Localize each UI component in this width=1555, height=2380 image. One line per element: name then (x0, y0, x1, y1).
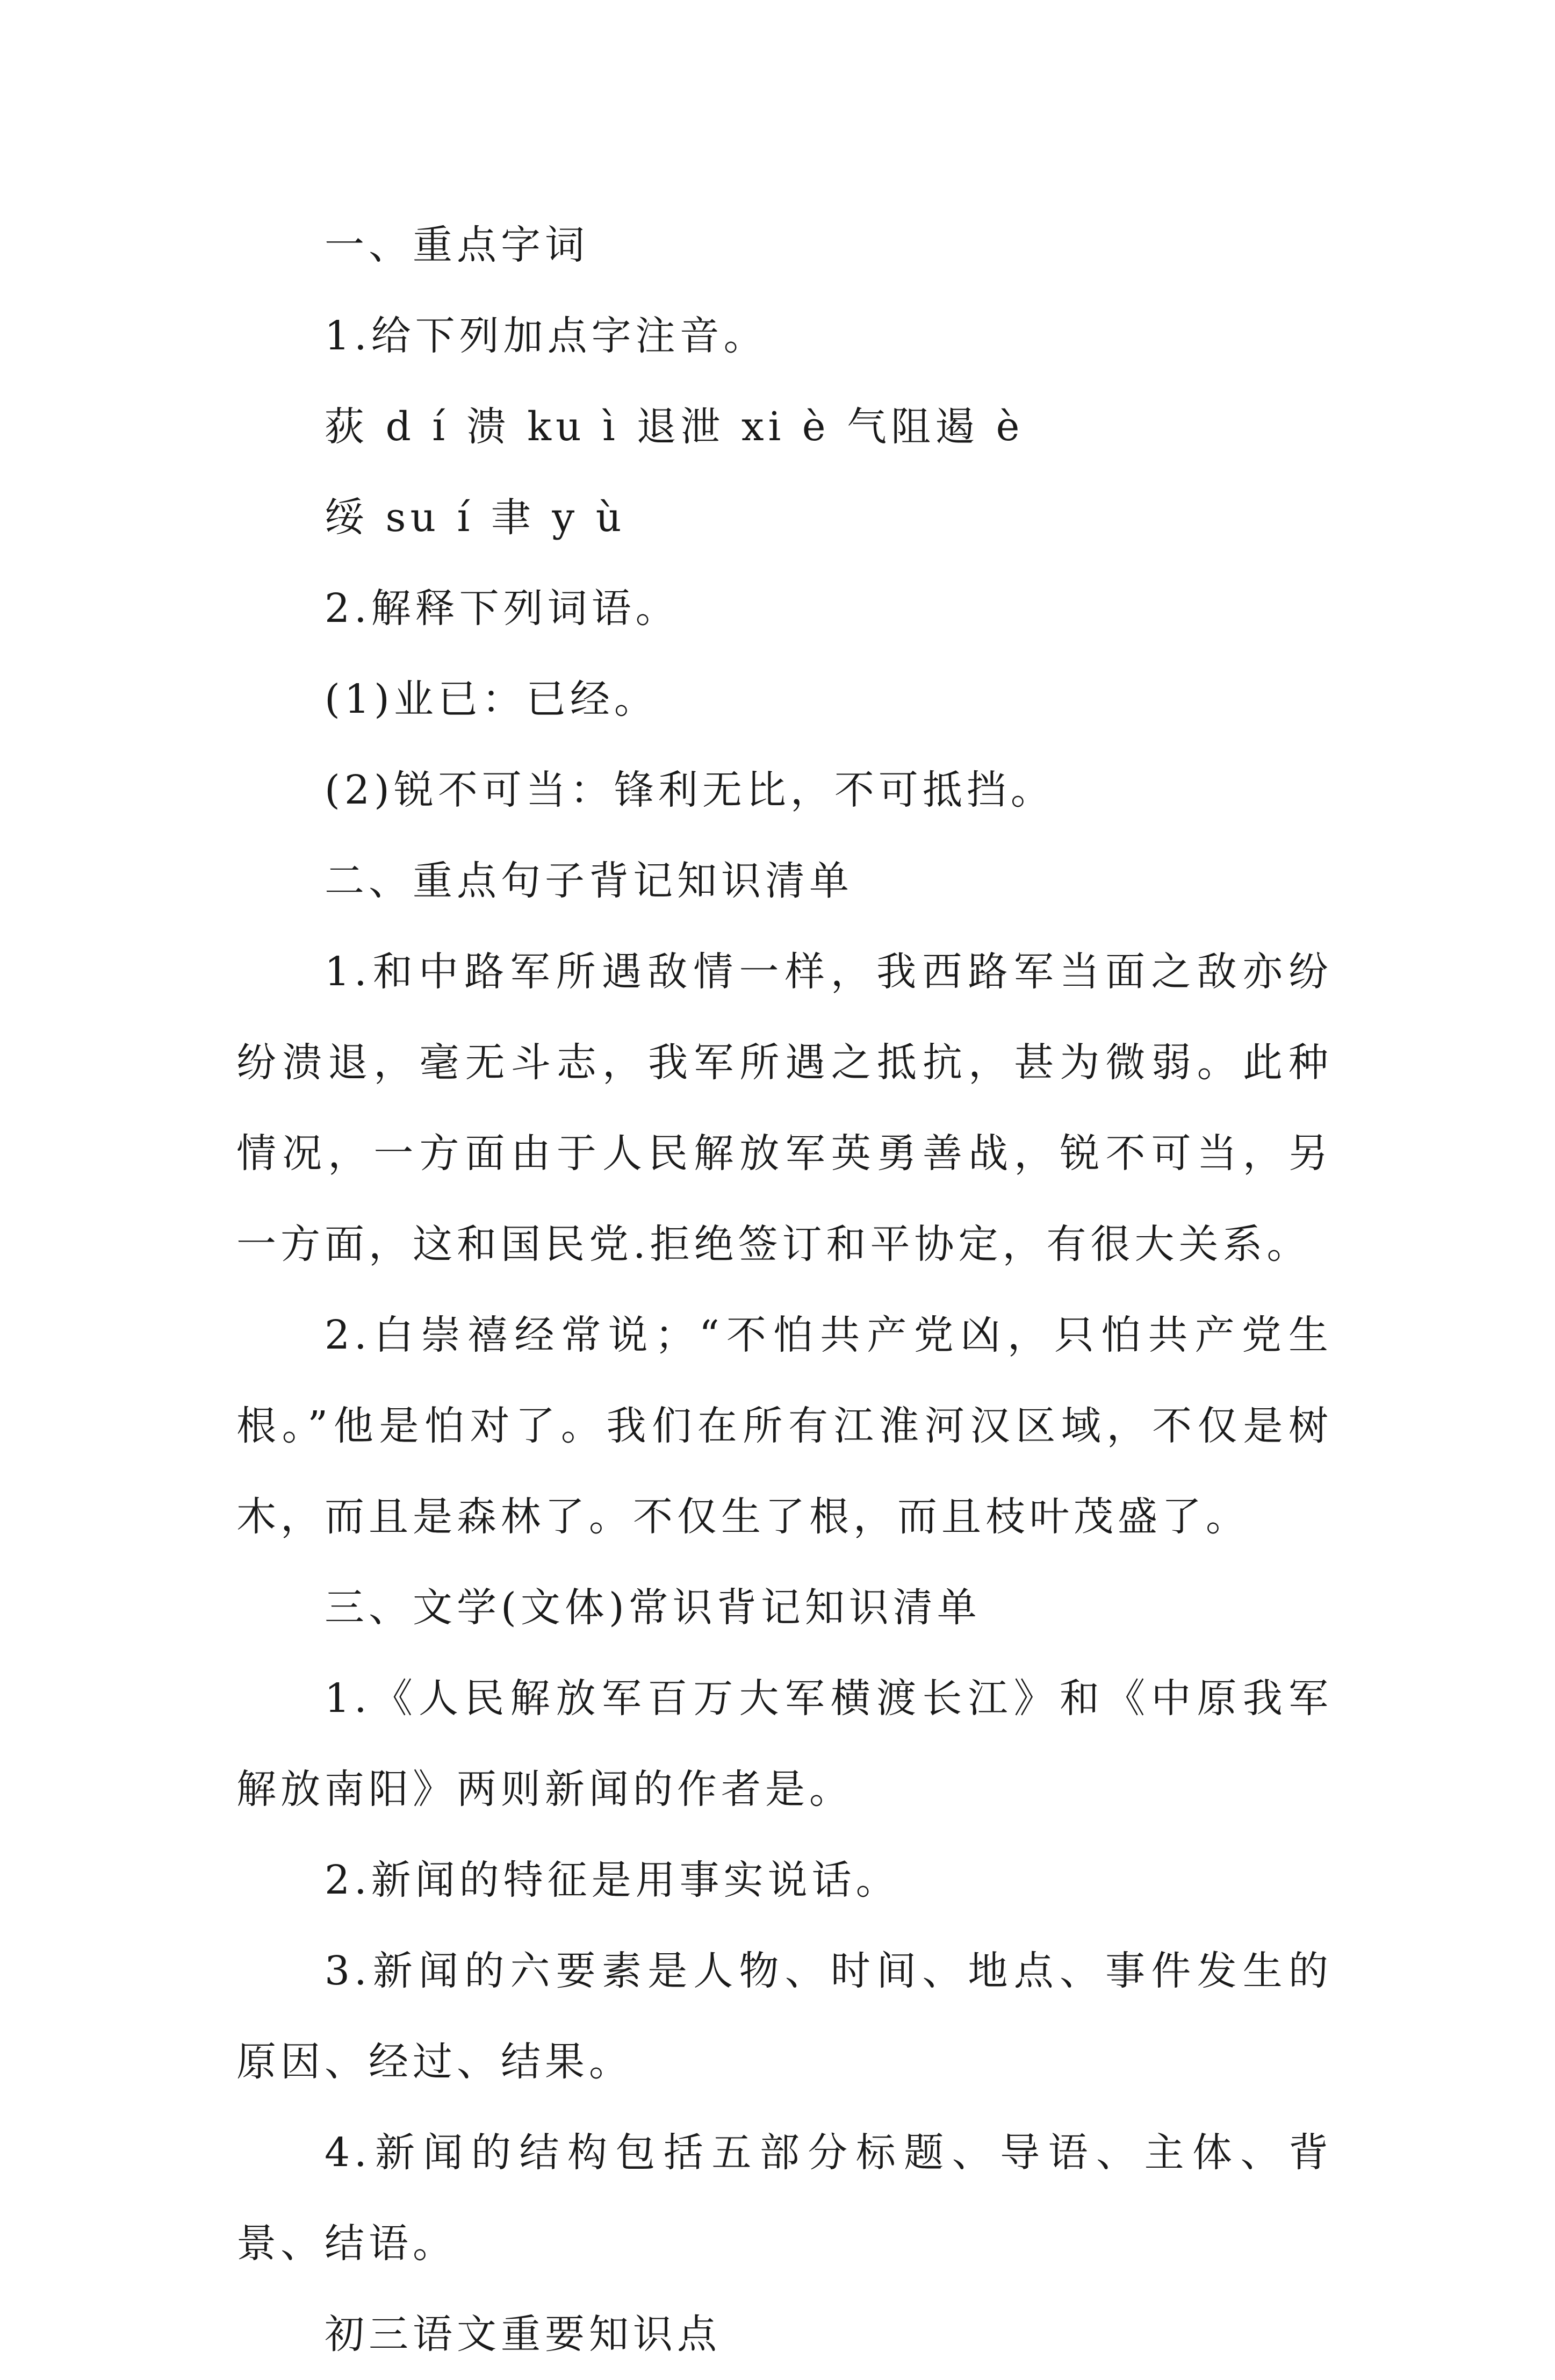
definition-1: (1)业已：已经。 (325, 676, 658, 722)
question-1-pronunciation: 1.给下列加点字注音。 (325, 313, 768, 359)
pronunciation-line-1: 荻 d í 溃 ku ì 退泄 xi è 气阻遏 è (325, 404, 1024, 450)
literature-item-4: 4.新闻的结构包括五部分标题、导语、主体、背景、结语。 (236, 2130, 1333, 2267)
literature-item-3: 3.新闻的六要素是人物、时间、地点、事件发生的原因、经过、结果。 (236, 1948, 1333, 2085)
closing-heading: 初三语文重要知识点 (325, 2311, 721, 2357)
section-heading-key-words: 一、重点字词 (325, 222, 589, 268)
definition-2: (2)锐不可当：锋利无比，不可抵挡。 (325, 767, 1055, 813)
key-sentence-1: 1.和中路军所遇敌情一样，我西路军当面之敌亦纷纷溃退，毫无斗志，我军所遇之抵抗，甚为微弱。此种情况，一方面由于人民解放军英勇善战，锐不可当，另一方面，这和国民党.拒绝签订和平协定，有很大关系。 (236, 949, 1333, 1267)
section-heading-key-sentences: 二、重点句子背记知识清单 (325, 858, 853, 904)
key-sentence-2: 2.白崇禧经常说；“不怕共产党凶，只怕共产党生根。”他是怕对了。我们在所有江淮河汉区域，不仅是树木，而且是森林了。不仅生了根，而且枝叶茂盛了。 (236, 1312, 1333, 1540)
question-2-definitions: 2.解释下列词语。 (325, 585, 680, 632)
document-body (236, 200, 1333, 2380)
pronunciation-line-2: 绥 su í 聿 y ù (325, 494, 626, 541)
literature-item-1: 1.《人民解放军百万大军横渡长江》和《中原我军解放南阳》两则新闻的作者是。 (236, 1675, 1333, 1812)
section-heading-literature: 三、文学(文体)常识背记知识清单 (325, 1585, 981, 1631)
literature-item-2: 2.新闻的特征是用事实说话。 (325, 1857, 900, 1903)
